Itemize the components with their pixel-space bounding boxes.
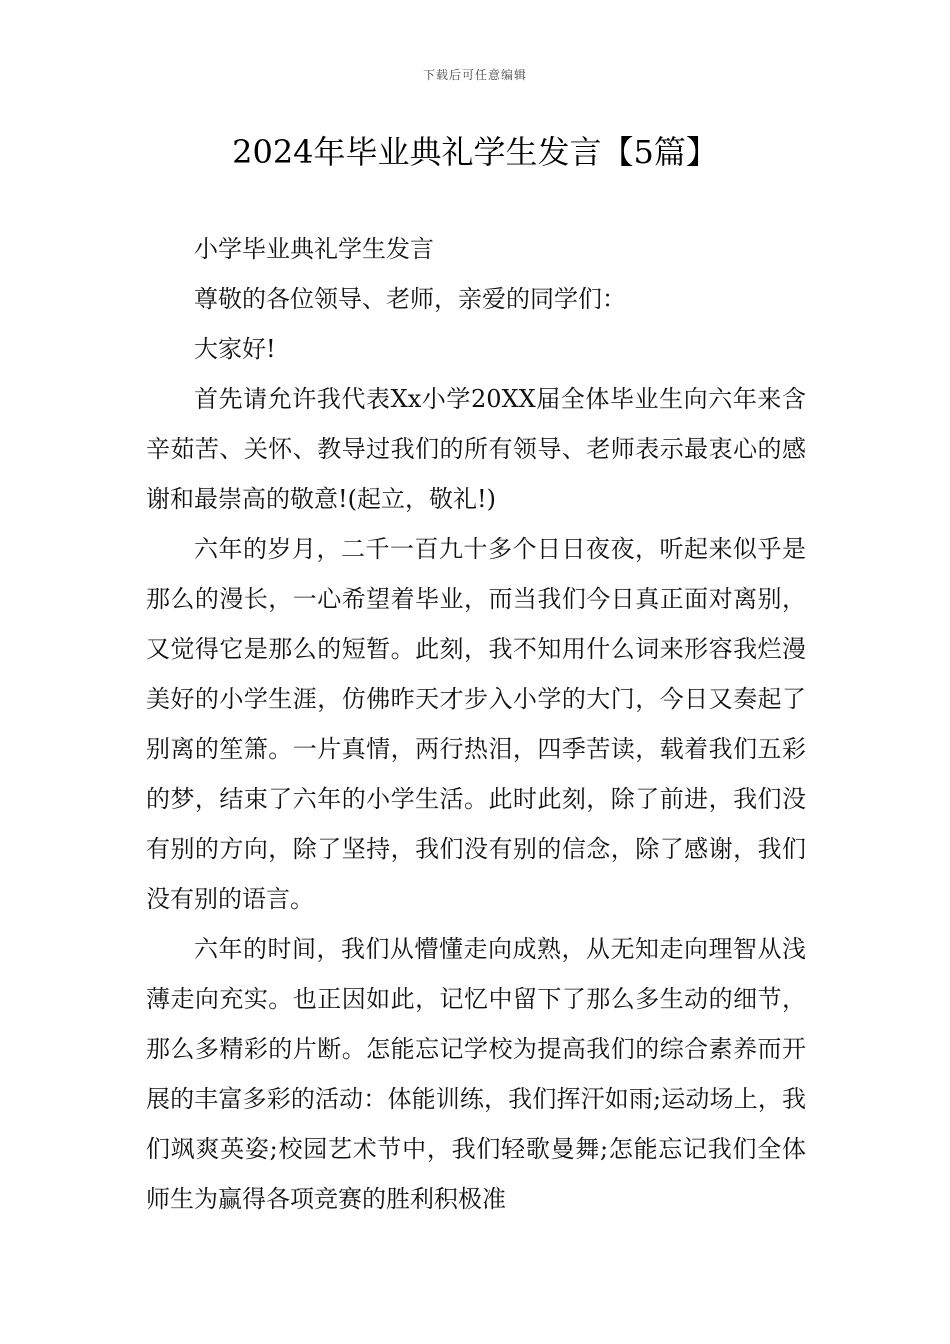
header-note: 下载后可任意编辑 xyxy=(422,68,527,82)
document-title: 2024年毕业典礼学生发言【5篇】 xyxy=(232,133,718,171)
greeting: 大家好! xyxy=(194,335,276,363)
document-body xyxy=(146,224,806,1224)
paragraph-thanks: 首先请允许我代表Xx小学20XX届全体毕业生向六年来含辛茹苦、关怀、教导过我们的所有领导、老师表示最衷心的感谢和最崇高的敬意!(起立，敬礼!) xyxy=(146,385,806,513)
paragraph-six-years: 六年的岁月，二千一百九十多个日日夜夜，听起来似乎是那么的漫长，一心希望着毕业，而当我们今日真正面对离别，又觉得它是那么的短暂。此刻，我不知用什么词来形容我烂漫美好的小学生涯，仿佛昨天才步入小学的大门，今日又奏起了别离的笙箫。一片真情，两行热泪，四季苦读，载着我们五彩的梦，结束了六年的小学生活。此时此刻，除了前进，我们没有别的方向，除了坚持，我们没有别的信念，除了感谢，我们没有别的语言。 xyxy=(146,535,806,913)
section-heading: 小学毕业典礼学生发言 xyxy=(194,235,434,263)
salutation: 尊敬的各位领导、老师，亲爱的同学们： xyxy=(194,285,626,313)
paragraph-memories: 六年的时间，我们从懵懂走向成熟，从无知走向理智从浅薄走向充实。也正因如此，记忆中留下了那么多生动的细节，那么多精彩的片断。怎能忘记学校为提高我们的综合素养而开展的丰富多彩的活动：体能训练，我们挥汗如雨;运动场上，我们飒爽英姿;校园艺术节中，我们轻歌曼舞;怎能忘记我们全体师生为赢得各项竞赛的胜利积极准 xyxy=(146,935,806,1213)
